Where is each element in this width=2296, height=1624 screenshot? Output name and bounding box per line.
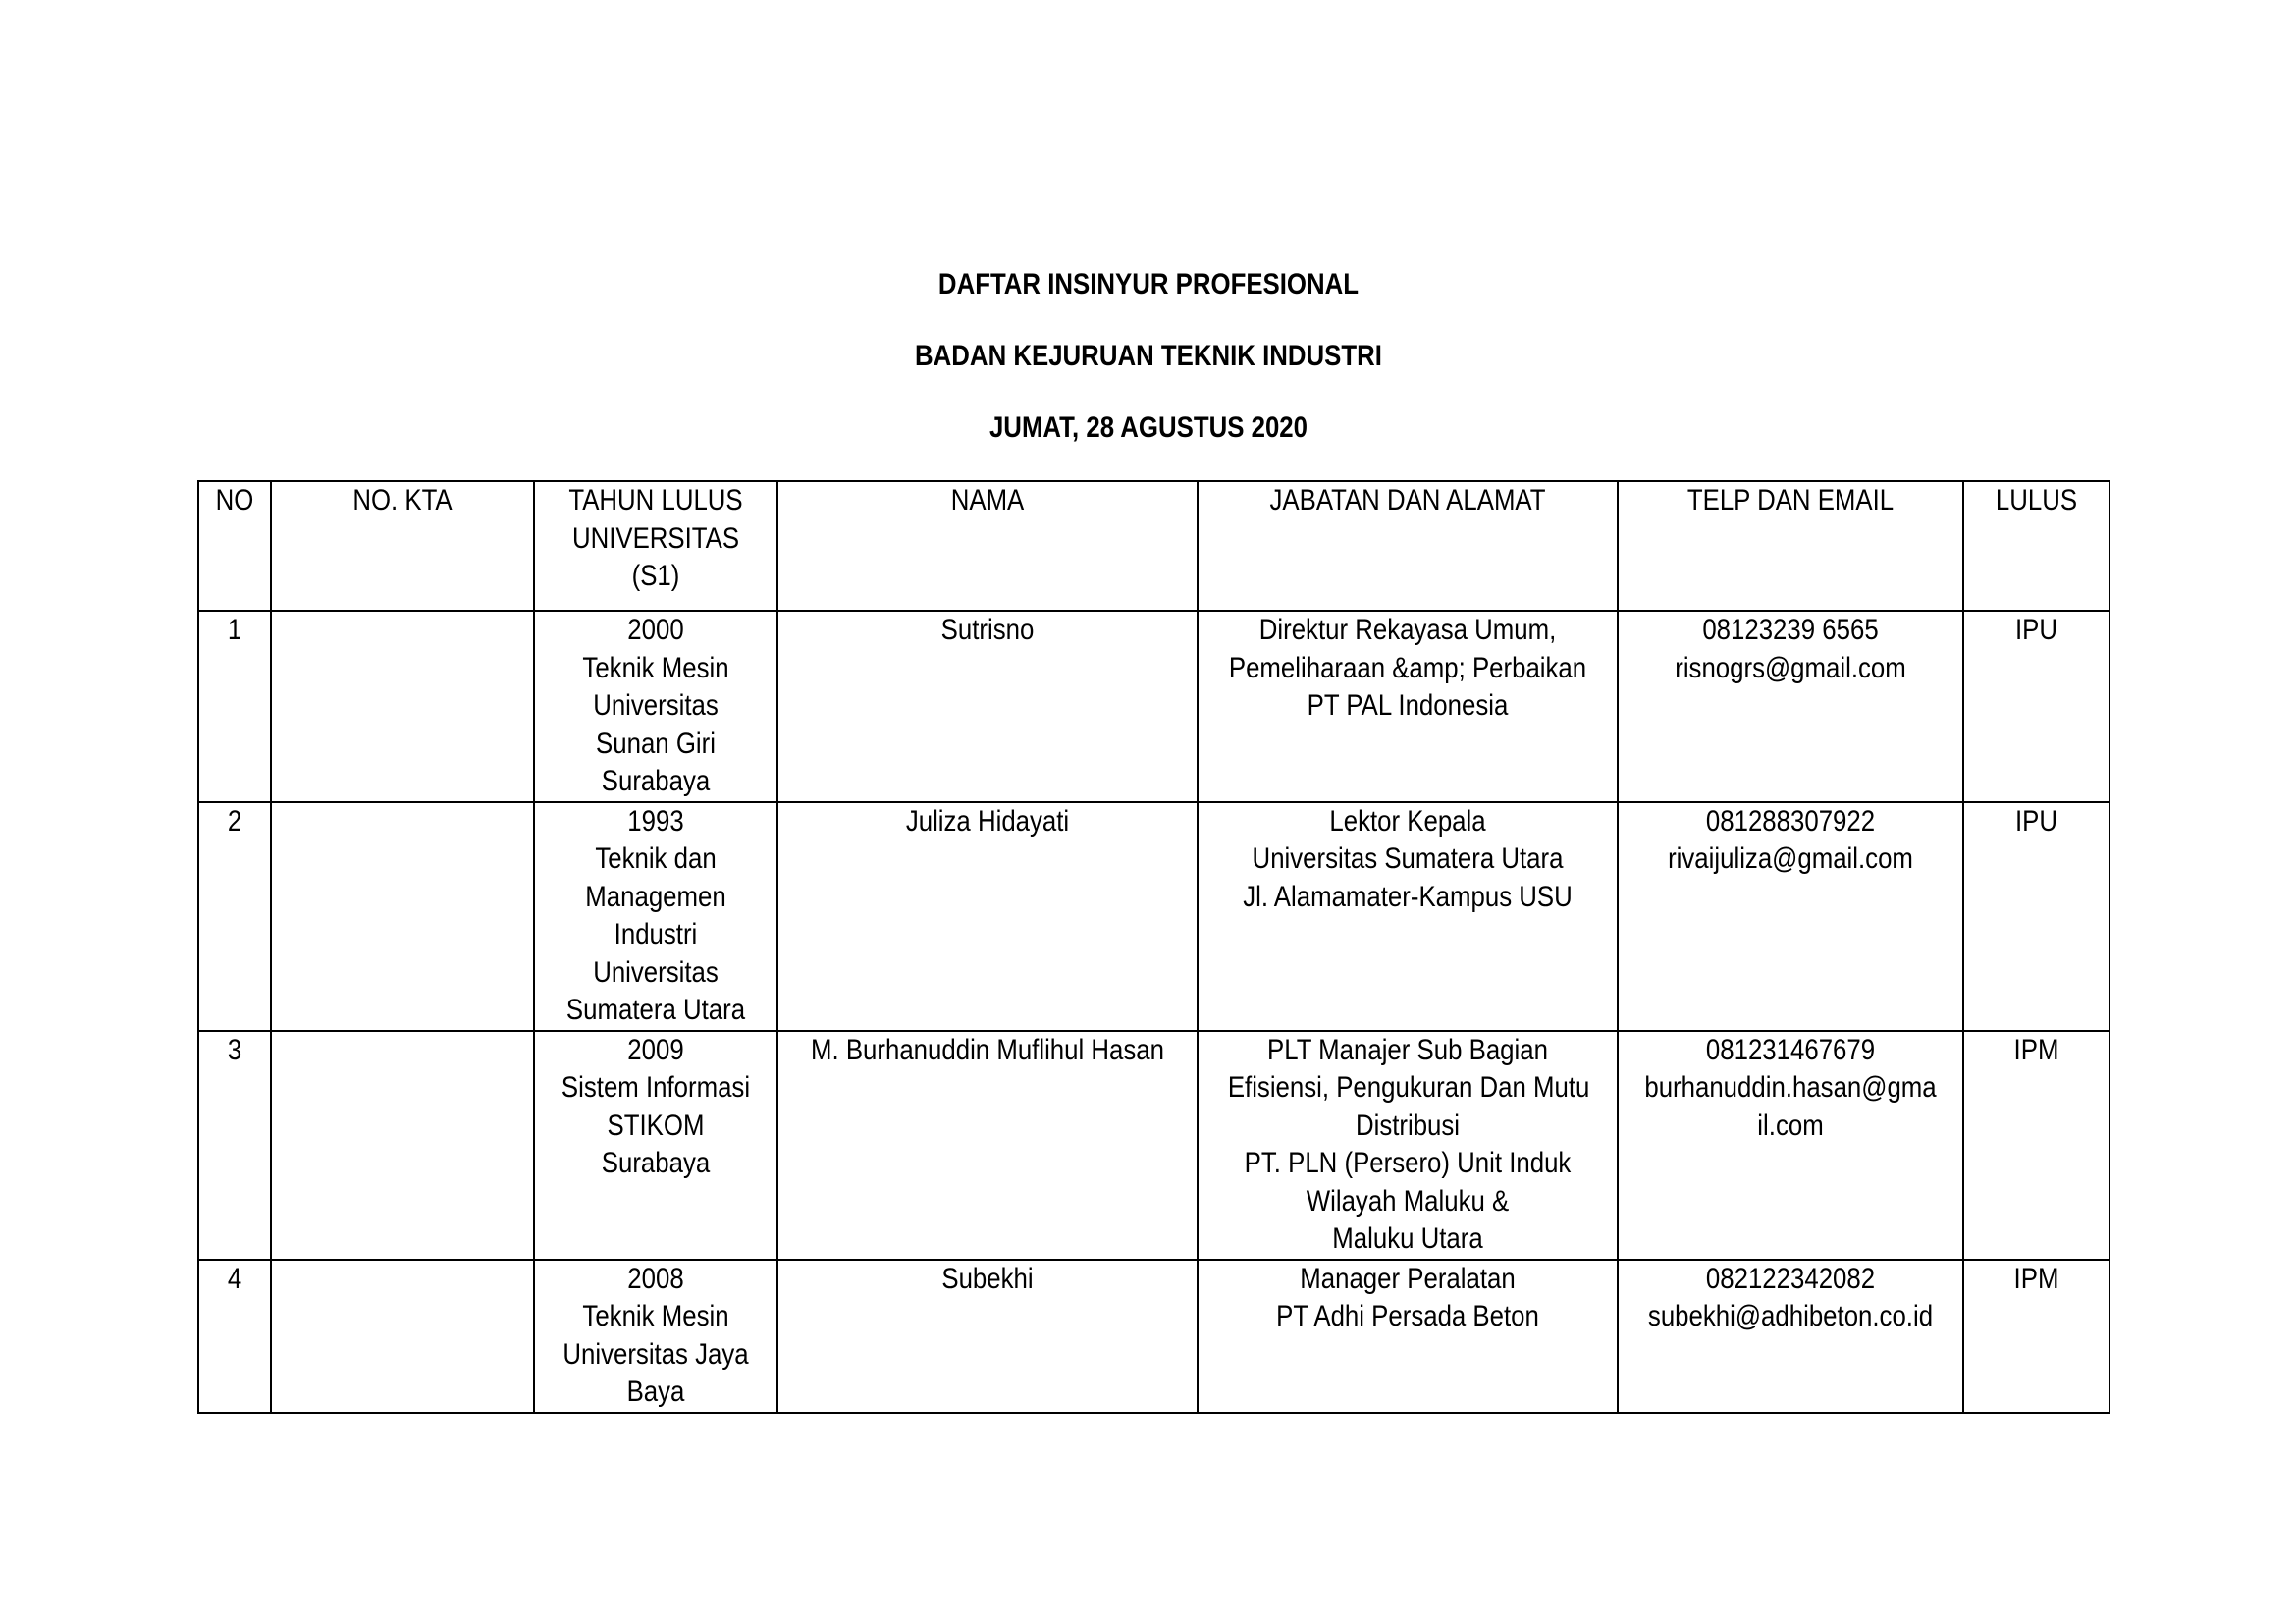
document-title: DAFTAR INSINYUR PROFESIONAL xyxy=(937,268,1360,300)
cell-no: 4 xyxy=(198,1260,271,1413)
cell-kta xyxy=(271,1031,534,1260)
cell-nama: Subekhi xyxy=(777,1260,1198,1413)
cell-nama: M. Burhanuddin Muflihul Hasan xyxy=(777,1031,1198,1260)
cell-no: 1 xyxy=(198,611,271,802)
cell-tahun: 2009 Sistem Informasi STIKOM Surabaya xyxy=(534,1031,777,1260)
cell-lulus: IPU xyxy=(1963,802,2109,1031)
cell-kta xyxy=(271,1260,534,1413)
header-nama: NAMA xyxy=(777,481,1198,611)
table-row xyxy=(198,1260,2109,1413)
cell-jabatan: PLT Manajer Sub Bagian Efisiensi, Pengukuran Dan Mutu Distribusi PT. PLN (Persero) Unit Induk Wilayah Maluku & Maluku Utara xyxy=(1198,1031,1618,1260)
cell-tahun: 2008 Teknik Mesin Universitas Jaya Baya xyxy=(534,1260,777,1413)
cell-tahun: 1993 Teknik dan Managemen Industri Universitas Sumatera Utara xyxy=(534,802,777,1031)
header-tahun: TAHUN LULUS UNIVERSITAS (S1) xyxy=(534,481,777,611)
header-no: NO xyxy=(198,481,271,611)
table-row xyxy=(198,802,2109,1031)
cell-jabatan: Lektor Kepala Universitas Sumatera Utara Jl. Alamamater-Kampus USU xyxy=(1198,802,1618,1031)
cell-telp: 081231467679 burhanuddin.hasan@gma il.com xyxy=(1618,1031,1963,1260)
header-lulus: LULUS xyxy=(1963,481,2109,611)
table-row xyxy=(198,611,2109,802)
cell-lulus: IPM xyxy=(1963,1031,2109,1260)
cell-kta xyxy=(271,611,534,802)
cell-telp: 082122342082 subekhi@adhibeton.co.id xyxy=(1618,1260,1963,1413)
cell-jabatan: Direktur Rekayasa Umum, Pemeliharaan &amp; Perbaikan PT PAL Indonesia xyxy=(1198,611,1618,802)
header-jabatan: JABATAN DAN ALAMAT xyxy=(1198,481,1618,611)
header-kta: NO. KTA xyxy=(271,481,534,611)
cell-nama: Sutrisno xyxy=(777,611,1198,802)
cell-lulus: IPU xyxy=(1963,611,2109,802)
cell-telp: 081288307922 rivaijuliza@gmail.com xyxy=(1618,802,1963,1031)
cell-no: 2 xyxy=(198,802,271,1031)
table-header-row xyxy=(198,481,2109,611)
cell-no: 3 xyxy=(198,1031,271,1260)
cell-tahun: 2000 Teknik Mesin Universitas Sunan Giri Surabaya xyxy=(534,611,777,802)
header-telp: TELP DAN EMAIL xyxy=(1618,481,1963,611)
engineer-table xyxy=(197,480,2110,1414)
cell-kta xyxy=(271,802,534,1031)
cell-jabatan: Manager Peralatan PT Adhi Persada Beton xyxy=(1198,1260,1618,1413)
document-subtitle: BADAN KEJURUAN TEKNIK INDUSTRI xyxy=(915,340,1382,372)
cell-telp: 08123239 6565 risnogrs@gmail.com xyxy=(1618,611,1963,802)
cell-nama: Juliza Hidayati xyxy=(777,802,1198,1031)
document-date: JUMAT, 28 AGUSTUS 2020 xyxy=(988,411,1308,444)
cell-lulus: IPM xyxy=(1963,1260,2109,1413)
table-row xyxy=(198,1031,2109,1260)
